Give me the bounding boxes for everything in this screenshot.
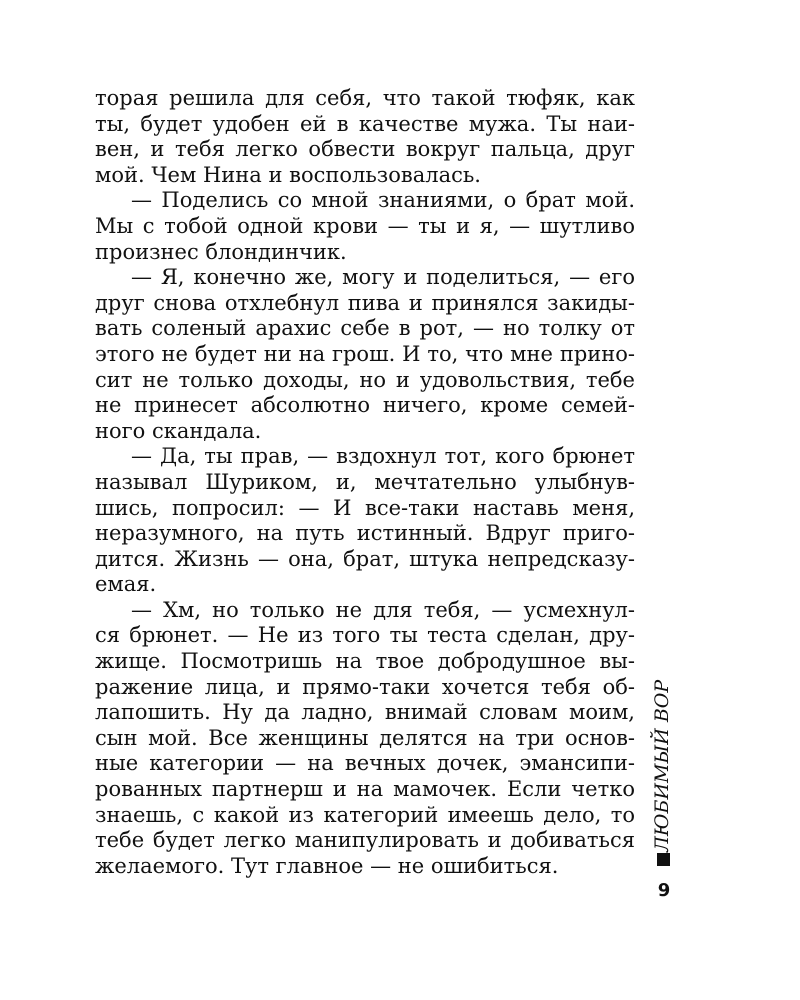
- text-line: вен, и тебя легко обвести вокруг пальца, друг: [95, 137, 635, 162]
- page-number: 9: [657, 880, 671, 901]
- text-line: тебе будет легко манипулировать и добиваться: [95, 828, 635, 853]
- text-line: называл Шуриком, и, мечтательно улыбнув-: [95, 469, 635, 494]
- text-line: торая решила для себя, что такой тюфяк, как: [95, 86, 635, 110]
- text-line: желаемого. Тут главное — не ошибиться.: [95, 853, 559, 878]
- text-line: друг снова отхлебнул пива и принялся закиды-: [95, 290, 635, 315]
- text-line: шись, попросил: — И все-таки наставь меня,: [95, 495, 635, 520]
- text-line: емая.: [95, 572, 157, 597]
- text-line: ражение лица, и прямо-таки хочется тебя об-: [95, 674, 635, 699]
- text-line: — Да, ты прав, — вздохнул тот, кого брюнет: [131, 444, 635, 469]
- text-line: — Хм, но только не для тебя, — усмехнул-: [131, 597, 635, 622]
- page-body-text: [95, 86, 635, 879]
- text-line: ты, будет удобен ей в качестве мужа. Ты наи-: [95, 111, 635, 136]
- text-line: лапошить. Ну да ладно, внимай словам моим,: [95, 700, 635, 725]
- running-title: ЛЮБИМЫЙ ВОР: [651, 679, 673, 852]
- text-line: не принесет абсолютно ничего, кроме семей-: [95, 393, 635, 418]
- text-line: рованных партнерш и на мамочек. Если четко: [95, 777, 635, 802]
- text-line: — Поделись со мной знаниями, о брат мой.: [131, 188, 635, 213]
- text-line: произнес блондинчик.: [95, 239, 347, 264]
- text-line: Мы с тобой одной крови — ты и я, — шутливо: [95, 213, 635, 238]
- text-line: вать соленый арахис себе в рот, — но толку от: [95, 316, 635, 341]
- running-title-marker: [657, 853, 670, 866]
- text-line: этого не будет ни на грош. И то, что мне прино-: [95, 341, 635, 366]
- text-line: сын мой. Все женщины делятся на три основ-: [95, 725, 635, 750]
- text-line: ные категории — на вечных дочек, эмансипи-: [95, 751, 635, 776]
- text-line: — Я, конечно же, могу и поделиться, — его: [131, 265, 635, 290]
- text-line: ного скандала.: [95, 418, 262, 443]
- text-line: знаешь, с какой из категорий имеешь дело, то: [95, 802, 635, 827]
- text-line: мой. Чем Нина и воспользовалась.: [95, 162, 481, 187]
- text-line: неразумного, на путь истинный. Вдруг приго-: [95, 521, 635, 546]
- text-line: сит не только доходы, но и удовольствия, тебе: [95, 367, 635, 392]
- text-line: дится. Жизнь — она, брат, штука непредсказу-: [95, 546, 635, 571]
- text-line: ся брюнет. — Не из того ты теста сделан, дру-: [95, 623, 635, 648]
- text-line: жище. Посмотришь на твое добродушное вы-: [95, 649, 635, 674]
